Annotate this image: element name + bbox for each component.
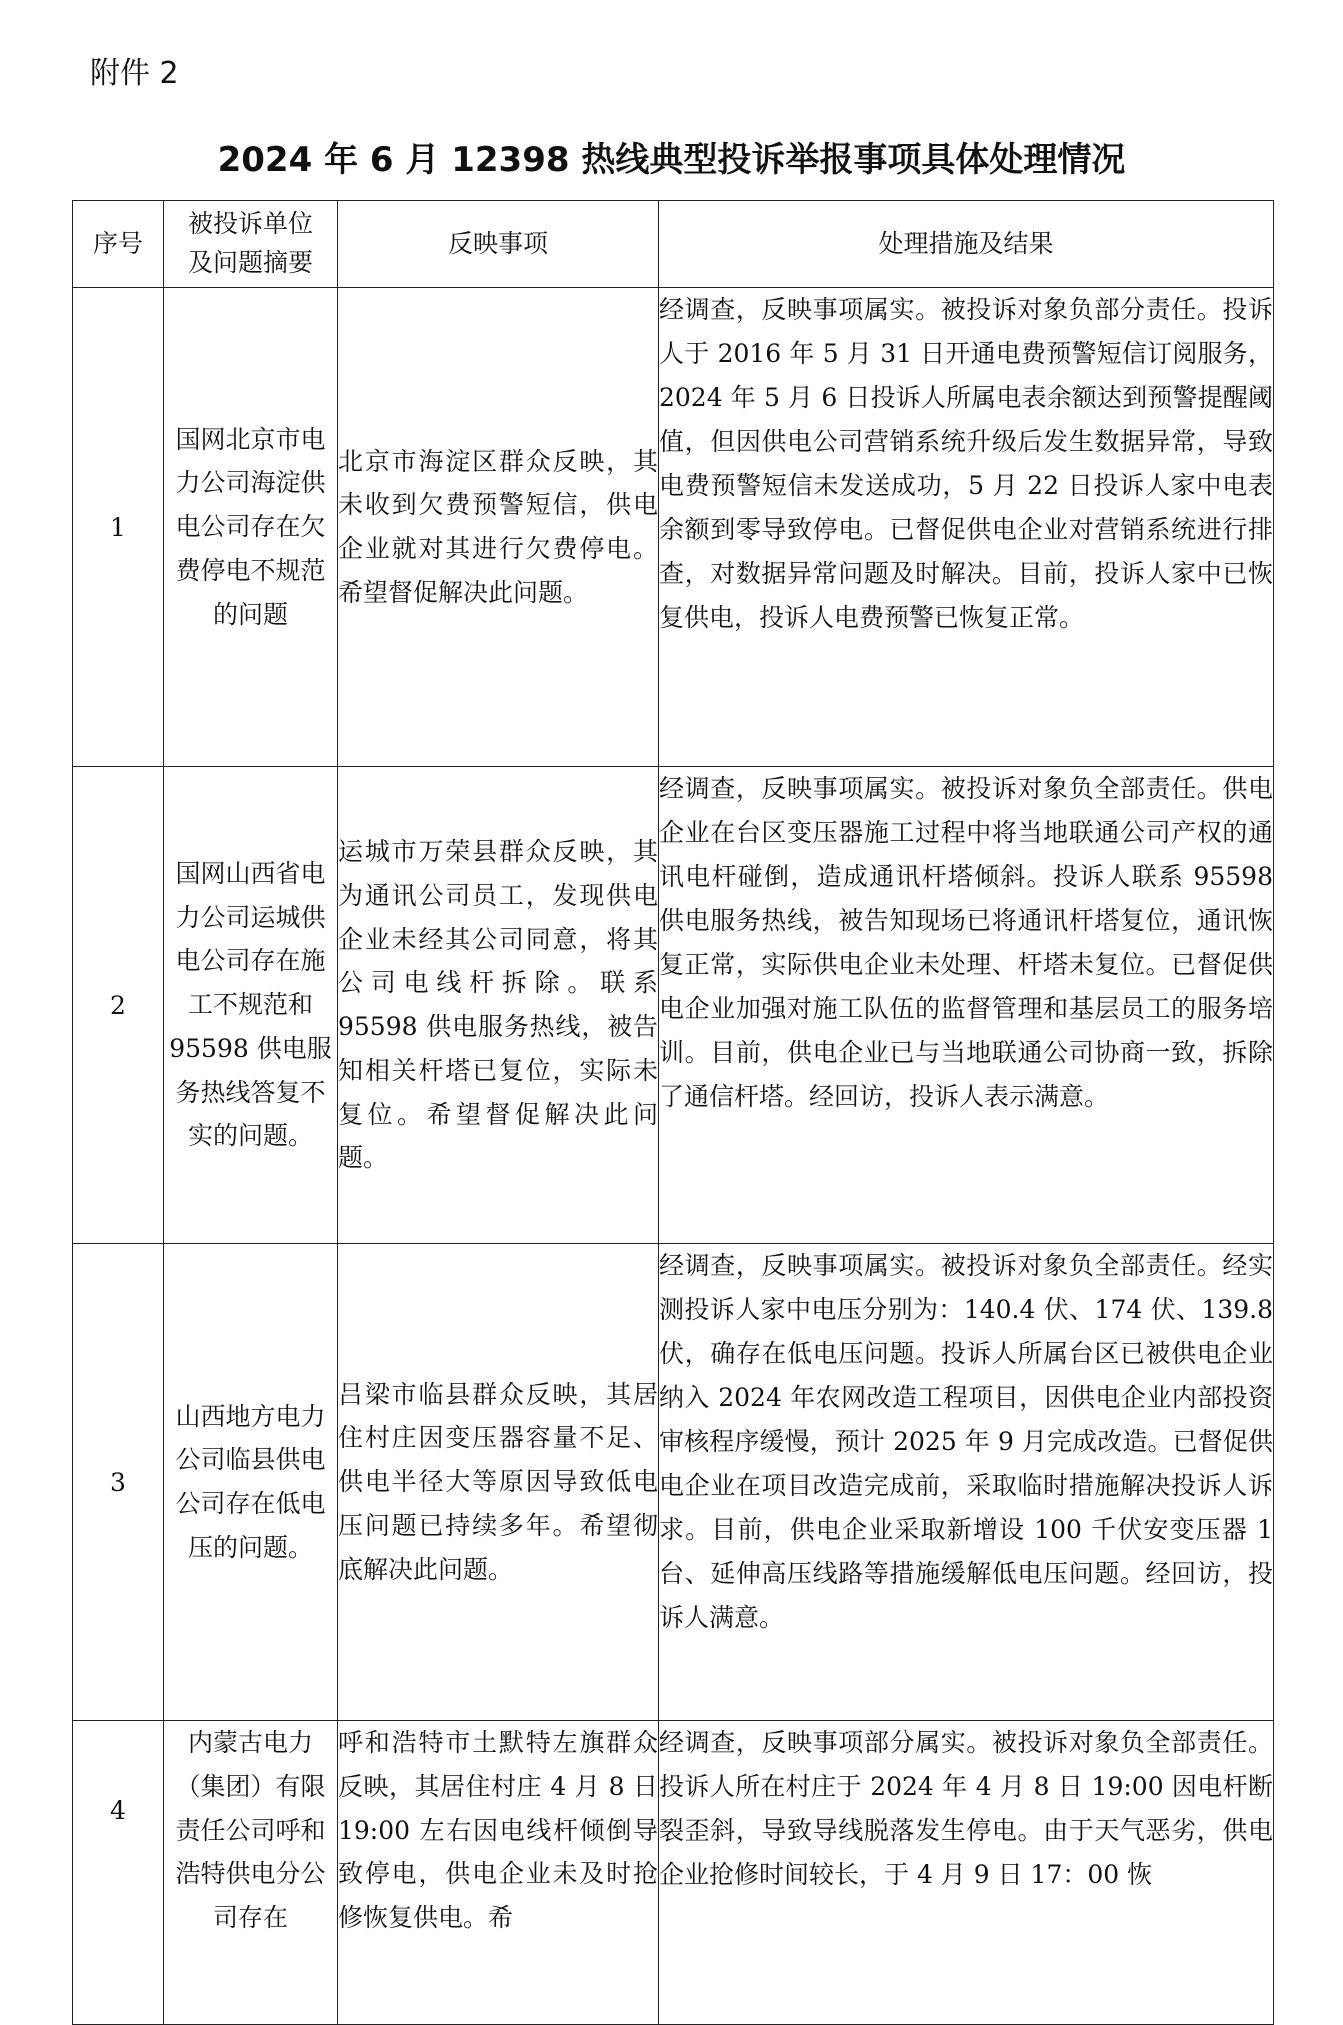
handling-result: 经调查，反映事项属实。被投诉对象负全部责任。经实测投诉人家中电压分别为：140.4 伏、174 伏、139.8 伏，确存在低电压问题。投诉人所属台区已被供电企业纳入 2024 年农网改造工程项目，因供电企业内部投资审核程序缓慢，预计 2025 年 9 月完成改造。已督促供电企业在项目改造完成前，采取临时措施解决投诉人诉求。目前，供电企业采取新增设 100 千伏安变压器 1 台、延伸高压线路等措施缓解低电压问题。经回访，投诉人满意。 — [659, 1244, 1274, 1721]
complaint-table — [72, 200, 1274, 2025]
column-header-unit: 被投诉单位及问题摘要 — [164, 201, 338, 288]
table-header-row — [73, 201, 1274, 288]
row-number: 4 — [73, 1721, 164, 2025]
reported-issue: 北京市海淀区群众反映，其未收到欠费预警短信，供电企业就对其进行欠费停电。希望督促解决此问题。 — [338, 288, 659, 767]
handling-result: 经调查，反映事项部分属实。被投诉对象负全部责任。投诉人所在村庄于 2024 年 4 月 8 日 19:00 因电杆断裂歪斜，导致导线脱落发生停电。由于天气恶劣，供电企业抢修时间较长，于 4 月 9 日 17：00 恢 — [659, 1721, 1274, 2025]
handling-result: 经调查，反映事项属实。被投诉对象负全部责任。供电企业在台区变压器施工过程中将当地联通公司产权的通讯电杆碰倒，造成通讯杆塔倾斜。投诉人联系 95598 供电服务热线，被告知现场已将通讯杆塔复位，通讯恢复正常，实际供电企业未处理、杆塔未复位。已督促供电企业加强对施工队伍的监督管理和基层员工的服务培训。目前，供电企业已与当地联通公司协商一致，拆除了通信杆塔。经回访，投诉人表示满意。 — [659, 767, 1274, 1244]
row-number: 1 — [73, 288, 164, 767]
complained-unit: 内蒙古电力（集团）有限责任公司呼和浩特供电分公司存在 — [164, 1721, 338, 2025]
column-header-issue: 反映事项 — [338, 201, 659, 288]
handling-result: 经调查，反映事项属实。被投诉对象负部分责任。投诉人于 2016 年 5 月 31 日开通电费预警短信订阅服务，2024 年 5 月 6 日投诉人所属电表余额达到预警提醒阈值，但因供电公司营销系统升级后发生数据异常，导致电费预警短信未发送成功，5 月 22 日投诉人家中电表余额到零导致停电。已督促供电企业对营销系统进行排查，对数据异常问题及时解决。目前，投诉人家中已恢复供电，投诉人电费预警已恢复正常。 — [659, 288, 1274, 767]
column-header-result: 处理措施及结果 — [659, 201, 1274, 288]
reported-issue: 呼和浩特市土默特左旗群众反映，其居住村庄 4 月 8 日 19:00 左右因电线杆倾倒导致停电，供电企业未及时抢修恢复供电。希 — [338, 1721, 659, 2025]
column-header-number: 序号 — [73, 201, 164, 288]
attachment-label: 附件 2 — [90, 56, 179, 91]
complained-unit: 国网山西省电力公司运城供电公司存在施工不规范和 95598 供电服务热线答复不实的问题。 — [164, 767, 338, 1244]
row-number: 2 — [73, 767, 164, 1244]
table-row — [73, 1721, 1274, 2025]
row-number: 3 — [73, 1244, 164, 1721]
reported-issue: 运城市万荣县群众反映，其为通讯公司员工，发现供电企业未经其公司同意，将其公司电线杆拆除。联系 95598 供电服务热线，被告知相关杆塔已复位，实际未复位。希望督促解决此问题。 — [338, 767, 659, 1244]
complained-unit: 山西地方电力公司临县供电公司存在低电压的问题。 — [164, 1244, 338, 1721]
complained-unit: 国网北京市电力公司海淀供电公司存在欠费停电不规范的问题 — [164, 288, 338, 767]
table-row — [73, 767, 1274, 1244]
reported-issue: 吕梁市临县群众反映，其居住村庄因变压器容量不足、供电半径大等原因导致低电压问题已持续多年。希望彻底解决此问题。 — [338, 1244, 659, 1721]
document-title: 2024 年 6 月 12398 热线典型投诉举报事项具体处理情况 — [217, 140, 1126, 180]
table-row — [73, 1244, 1274, 1721]
table-row — [73, 288, 1274, 767]
